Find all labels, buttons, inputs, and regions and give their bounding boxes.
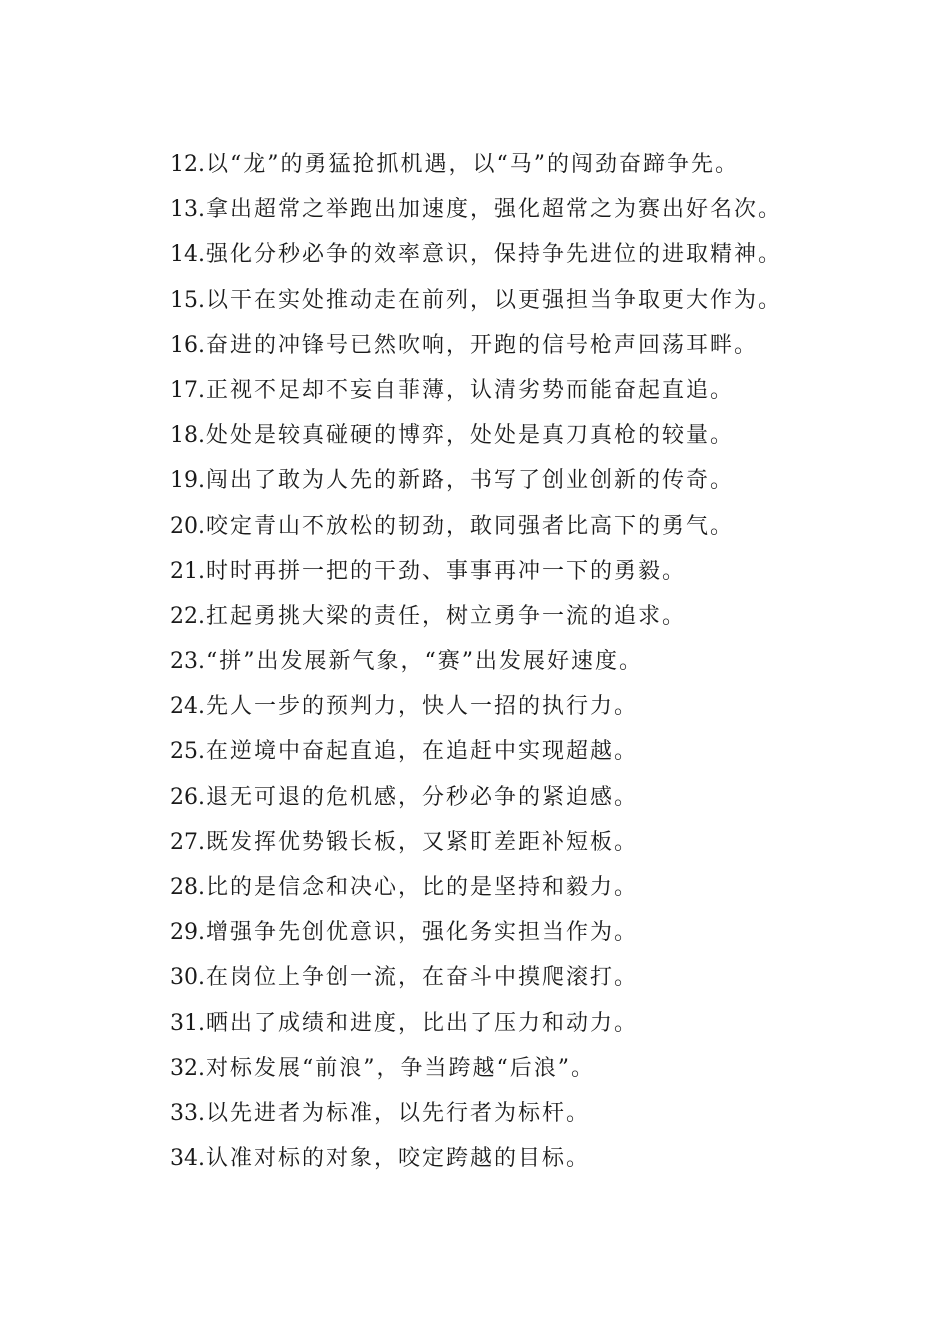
list-item <box>170 775 890 820</box>
item-number: 13. <box>170 197 205 223</box>
item-text: 处处是较真碰硬的博弈，处处是真刀真枪的较量。 <box>206 423 735 449</box>
list-item <box>170 1136 890 1181</box>
item-number: 19. <box>170 468 205 494</box>
item-text: 奋进的冲锋号已然吹响，开跑的信号枪声回荡耳畔。 <box>206 332 759 358</box>
item-number: 12. <box>170 152 205 177</box>
list-item <box>170 504 890 549</box>
item-number: 32. <box>170 1055 205 1081</box>
item-text: 既发挥优势锻长板，又紧盯差距补短板。 <box>206 829 639 855</box>
item-number: 25. <box>170 739 205 765</box>
item-text: 闯出了敢为人先的新路，书写了创业创新的传奇。 <box>206 468 735 494</box>
item-text: 以干在实处推动走在前列，以更强担当争取更大作为。 <box>206 287 783 313</box>
item-text: 以“龙”的勇猛抢抓机遇，以“马”的闯劲奋蹄争先。 <box>206 152 739 177</box>
list-item <box>170 865 890 910</box>
list-item <box>170 639 890 684</box>
item-number: 20. <box>170 513 205 539</box>
list-item <box>170 458 890 503</box>
item-number: 21. <box>170 558 205 584</box>
item-text: 退无可退的危机感，分秒必争的紧迫感。 <box>206 784 639 810</box>
item-number: 15. <box>170 287 205 313</box>
list-item <box>170 955 890 1000</box>
item-text: 时时再拼一把的干劲、事事再冲一下的勇毅。 <box>206 558 687 584</box>
item-text: 在岗位上争创一流，在奋斗中摸爬滚打。 <box>206 965 639 991</box>
list-item <box>170 323 890 368</box>
item-text: 先人一步的预判力，快人一招的执行力。 <box>206 694 639 720</box>
item-text: 在逆境中奋起直追，在追赶中实现超越。 <box>206 739 639 765</box>
list-item <box>170 1091 890 1136</box>
item-number: 28. <box>170 875 205 900</box>
list-item <box>170 1046 890 1091</box>
item-text: 扛起勇挑大梁的责任，树立勇争一流的追求。 <box>206 603 687 629</box>
list-item <box>170 368 890 413</box>
item-number: 31. <box>170 1010 205 1036</box>
list-item <box>170 278 890 323</box>
item-text: 咬定青山不放松的韧劲，敢同强者比高下的勇气。 <box>206 513 735 539</box>
list-item <box>170 729 890 774</box>
item-number: 30. <box>170 965 205 991</box>
item-number: 24. <box>170 694 205 720</box>
item-text: 对标发展“前浪”，争当跨越“后浪”。 <box>206 1055 595 1081</box>
item-number: 18. <box>170 423 205 449</box>
item-number: 16. <box>170 332 205 358</box>
item-number: 29. <box>170 920 205 946</box>
item-number: 17. <box>170 377 205 403</box>
item-number: 22. <box>170 603 205 629</box>
list-item <box>170 142 890 187</box>
list-item <box>170 413 890 458</box>
list-item <box>170 1001 890 1046</box>
item-text: 比的是信念和决心，比的是坚持和毅力。 <box>206 875 639 900</box>
list-item <box>170 594 890 639</box>
item-text: 正视不足却不妄自菲薄，认清劣势而能奋起直追。 <box>206 377 735 403</box>
list-item <box>170 549 890 594</box>
item-number: 26. <box>170 784 205 810</box>
item-number: 34. <box>170 1146 205 1172</box>
list-item <box>170 684 890 729</box>
item-number: 14. <box>170 242 205 268</box>
item-number: 33. <box>170 1100 205 1126</box>
item-text: 以先进者为标准，以先行者为标杆。 <box>206 1100 591 1126</box>
item-text: 强化分秒必争的效率意识，保持争先进位的进取精神。 <box>206 242 783 268</box>
item-number: 23. <box>170 649 205 675</box>
list-item <box>170 232 890 277</box>
item-text: 认准对标的对象，咬定跨越的目标。 <box>206 1146 591 1172</box>
item-text: 晒出了成绩和进度，比出了压力和动力。 <box>206 1010 639 1036</box>
list-item <box>170 910 890 955</box>
phrase-list <box>170 142 890 1181</box>
list-item <box>170 187 890 232</box>
item-text: 增强争先创优意识，强化务实担当作为。 <box>206 920 639 946</box>
list-item <box>170 820 890 865</box>
item-text: 拿出超常之举跑出加速度，强化超常之为赛出好名次。 <box>206 197 783 223</box>
item-text: “拼”出发展新气象，“赛”出发展好速度。 <box>206 649 643 675</box>
item-number: 27. <box>170 829 205 855</box>
